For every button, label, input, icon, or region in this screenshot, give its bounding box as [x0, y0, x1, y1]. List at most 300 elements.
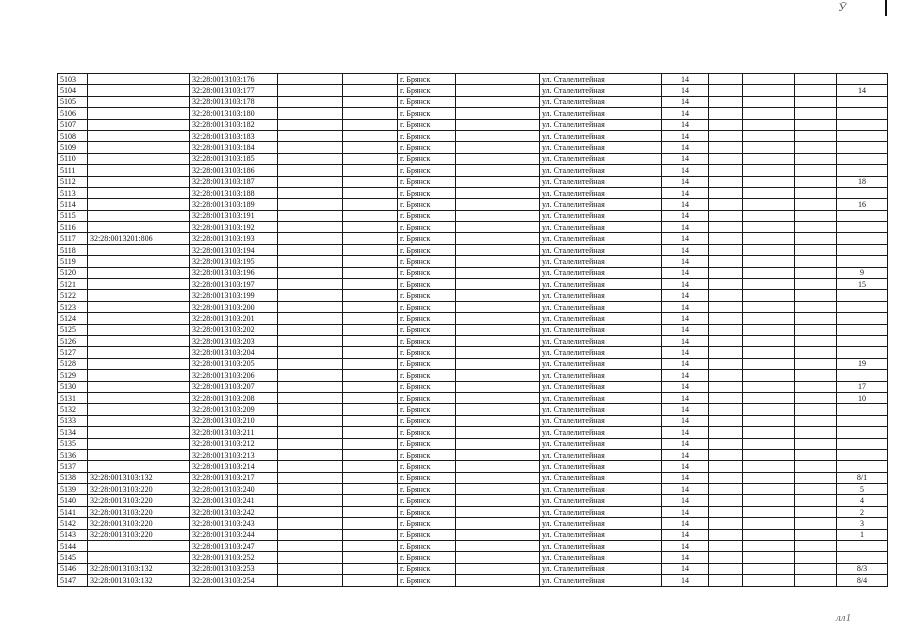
cadastral-number: 32:28:0013103:197	[190, 279, 278, 290]
empty-cell	[456, 358, 540, 369]
empty-cell	[795, 552, 837, 563]
empty-cell	[456, 301, 540, 312]
cadastral-number: 32:28:0013103:209	[190, 404, 278, 415]
flat-number	[837, 222, 888, 233]
row-number: 5120	[58, 267, 88, 278]
flat-number: 1	[837, 529, 888, 540]
empty-cell	[795, 484, 837, 495]
flat-number	[837, 541, 888, 552]
empty-cell	[456, 438, 540, 449]
empty-cell	[743, 449, 795, 460]
row-number: 5103	[58, 74, 88, 85]
cadastral-number: 32:28:0013103:196	[190, 267, 278, 278]
empty-cell	[456, 222, 540, 233]
empty-cell	[456, 244, 540, 255]
empty-cell	[709, 176, 743, 187]
empty-cell	[278, 199, 343, 210]
empty-cell	[343, 563, 398, 574]
empty-cell	[709, 267, 743, 278]
empty-cell	[343, 427, 398, 438]
city-name: г. Брянск	[398, 392, 456, 403]
empty-cell	[709, 108, 743, 119]
city-name: г. Брянск	[398, 438, 456, 449]
row-number: 5107	[58, 119, 88, 130]
city-name: г. Брянск	[398, 74, 456, 85]
city-name: г. Брянск	[398, 233, 456, 244]
empty-cell	[743, 381, 795, 392]
empty-cell	[795, 472, 837, 483]
row-number: 5128	[58, 358, 88, 369]
table-row	[58, 85, 888, 96]
street-name: ул. Сталелитейная	[540, 563, 662, 574]
house-number: 14	[662, 461, 709, 472]
city-name: г. Брянск	[398, 267, 456, 278]
empty-cell	[709, 392, 743, 403]
row-number: 5127	[58, 347, 88, 358]
parent-cadastral-number: 32:28:0013103:220	[88, 484, 190, 495]
street-name: ул. Сталелитейная	[540, 461, 662, 472]
city-name: г. Брянск	[398, 165, 456, 176]
row-number: 5146	[58, 563, 88, 574]
empty-cell	[743, 506, 795, 517]
cadastral-number: 32:28:0013103:180	[190, 108, 278, 119]
empty-cell	[709, 119, 743, 130]
city-name: г. Брянск	[398, 290, 456, 301]
city-name: г. Брянск	[398, 347, 456, 358]
flat-number	[837, 324, 888, 335]
house-number: 14	[662, 541, 709, 552]
empty-cell	[743, 370, 795, 381]
empty-cell	[709, 165, 743, 176]
empty-cell	[795, 415, 837, 426]
house-number: 14	[662, 563, 709, 574]
empty-cell	[278, 165, 343, 176]
empty-cell	[343, 119, 398, 130]
flat-number: 17	[837, 381, 888, 392]
city-name: г. Брянск	[398, 563, 456, 574]
city-name: г. Брянск	[398, 484, 456, 495]
table-row	[58, 176, 888, 187]
flat-number	[837, 74, 888, 85]
city-name: г. Брянск	[398, 427, 456, 438]
house-number: 14	[662, 210, 709, 221]
house-number: 14	[662, 472, 709, 483]
house-number: 14	[662, 575, 709, 586]
empty-cell	[278, 358, 343, 369]
flat-number	[837, 301, 888, 312]
cadastral-number: 32:28:0013103:242	[190, 506, 278, 517]
empty-cell	[343, 438, 398, 449]
table-row	[58, 210, 888, 221]
house-number: 14	[662, 119, 709, 130]
row-number: 5139	[58, 484, 88, 495]
register-body	[58, 74, 888, 587]
empty-cell	[456, 427, 540, 438]
street-name: ул. Сталелитейная	[540, 256, 662, 267]
empty-cell	[343, 472, 398, 483]
cadastral-number: 32:28:0013103:247	[190, 541, 278, 552]
table-row	[58, 301, 888, 312]
house-number: 14	[662, 233, 709, 244]
street-name: ул. Сталелитейная	[540, 438, 662, 449]
parent-cadastral-number	[88, 256, 190, 267]
flat-number	[837, 290, 888, 301]
cadastral-number: 32:28:0013103:191	[190, 210, 278, 221]
street-name: ул. Сталелитейная	[540, 324, 662, 335]
empty-cell	[795, 335, 837, 346]
empty-cell	[795, 222, 837, 233]
row-number: 5143	[58, 529, 88, 540]
house-number: 14	[662, 335, 709, 346]
parent-cadastral-number	[88, 370, 190, 381]
flat-number	[837, 130, 888, 141]
empty-cell	[456, 74, 540, 85]
handwritten-mark-top: Ӯ	[838, 0, 847, 14]
empty-cell	[795, 279, 837, 290]
flat-number	[837, 404, 888, 415]
row-number: 5144	[58, 541, 88, 552]
street-name: ул. Сталелитейная	[540, 392, 662, 403]
empty-cell	[278, 313, 343, 324]
row-number: 5111	[58, 165, 88, 176]
empty-cell	[743, 130, 795, 141]
empty-cell	[343, 210, 398, 221]
empty-cell	[709, 313, 743, 324]
row-number: 5135	[58, 438, 88, 449]
cadastral-number: 32:28:0013103:203	[190, 335, 278, 346]
flat-number	[837, 210, 888, 221]
house-number: 14	[662, 347, 709, 358]
house-number: 14	[662, 187, 709, 198]
empty-cell	[709, 130, 743, 141]
house-number: 14	[662, 552, 709, 563]
house-number: 14	[662, 199, 709, 210]
empty-cell	[343, 335, 398, 346]
city-name: г. Брянск	[398, 130, 456, 141]
empty-cell	[795, 370, 837, 381]
flat-number	[837, 438, 888, 449]
cadastral-number: 32:28:0013103:201	[190, 313, 278, 324]
empty-cell	[795, 74, 837, 85]
empty-cell	[456, 324, 540, 335]
parent-cadastral-number	[88, 324, 190, 335]
empty-cell	[456, 199, 540, 210]
flat-number: 16	[837, 199, 888, 210]
city-name: г. Брянск	[398, 199, 456, 210]
empty-cell	[278, 438, 343, 449]
empty-cell	[343, 85, 398, 96]
house-number: 14	[662, 108, 709, 119]
cadastral-number: 32:28:0013103:211	[190, 427, 278, 438]
empty-cell	[343, 575, 398, 586]
cadastral-number: 32:28:0013103:185	[190, 153, 278, 164]
empty-cell	[709, 427, 743, 438]
house-number: 14	[662, 153, 709, 164]
empty-cell	[343, 74, 398, 85]
empty-cell	[795, 176, 837, 187]
table-row	[58, 290, 888, 301]
table-row	[58, 142, 888, 153]
empty-cell	[795, 96, 837, 107]
house-number: 14	[662, 495, 709, 506]
street-name: ул. Сталелитейная	[540, 290, 662, 301]
empty-cell	[456, 472, 540, 483]
empty-cell	[343, 176, 398, 187]
empty-cell	[343, 301, 398, 312]
cadastral-number: 32:28:0013103:252	[190, 552, 278, 563]
empty-cell	[456, 187, 540, 198]
table-row	[58, 404, 888, 415]
empty-cell	[743, 427, 795, 438]
empty-cell	[278, 518, 343, 529]
house-number: 14	[662, 518, 709, 529]
parent-cadastral-number	[88, 438, 190, 449]
city-name: г. Брянск	[398, 324, 456, 335]
empty-cell	[278, 153, 343, 164]
empty-cell	[343, 187, 398, 198]
empty-cell	[278, 415, 343, 426]
row-number: 5104	[58, 85, 88, 96]
flat-number	[837, 96, 888, 107]
empty-cell	[795, 404, 837, 415]
empty-cell	[709, 518, 743, 529]
row-number: 5110	[58, 153, 88, 164]
flat-number	[837, 552, 888, 563]
empty-cell	[743, 392, 795, 403]
parent-cadastral-number	[88, 96, 190, 107]
empty-cell	[456, 96, 540, 107]
empty-cell	[795, 427, 837, 438]
house-number: 14	[662, 484, 709, 495]
cadastral-number: 32:28:0013103:213	[190, 449, 278, 460]
empty-cell	[278, 563, 343, 574]
row-number: 5130	[58, 381, 88, 392]
table-row	[58, 472, 888, 483]
street-name: ул. Сталелитейная	[540, 541, 662, 552]
flat-number	[837, 313, 888, 324]
empty-cell	[743, 404, 795, 415]
empty-cell	[709, 142, 743, 153]
empty-cell	[456, 233, 540, 244]
empty-cell	[795, 187, 837, 198]
empty-cell	[456, 130, 540, 141]
table-row	[58, 529, 888, 540]
empty-cell	[343, 392, 398, 403]
empty-cell	[456, 541, 540, 552]
row-number: 5133	[58, 415, 88, 426]
cadastral-number: 32:28:0013103:244	[190, 529, 278, 540]
row-number: 5132	[58, 404, 88, 415]
empty-cell	[343, 256, 398, 267]
empty-cell	[456, 85, 540, 96]
empty-cell	[709, 153, 743, 164]
table-row	[58, 541, 888, 552]
row-number: 5118	[58, 244, 88, 255]
city-name: г. Брянск	[398, 244, 456, 255]
flat-number: 15	[837, 279, 888, 290]
empty-cell	[278, 529, 343, 540]
empty-cell	[343, 233, 398, 244]
empty-cell	[709, 210, 743, 221]
house-number: 14	[662, 529, 709, 540]
empty-cell	[795, 575, 837, 586]
street-name: ул. Сталелитейная	[540, 176, 662, 187]
flat-number: 4	[837, 495, 888, 506]
street-name: ул. Сталелитейная	[540, 335, 662, 346]
empty-cell	[795, 438, 837, 449]
street-name: ул. Сталелитейная	[540, 85, 662, 96]
empty-cell	[343, 165, 398, 176]
empty-cell	[278, 256, 343, 267]
property-register-table	[57, 73, 888, 587]
empty-cell	[795, 130, 837, 141]
cadastral-number: 32:28:0013103:217	[190, 472, 278, 483]
empty-cell	[709, 347, 743, 358]
row-number: 5123	[58, 301, 88, 312]
empty-cell	[709, 96, 743, 107]
empty-cell	[278, 392, 343, 403]
flat-number	[837, 119, 888, 130]
city-name: г. Брянск	[398, 472, 456, 483]
house-number: 14	[662, 324, 709, 335]
empty-cell	[743, 301, 795, 312]
empty-cell	[795, 199, 837, 210]
flat-number	[837, 370, 888, 381]
empty-cell	[343, 404, 398, 415]
city-name: г. Брянск	[398, 153, 456, 164]
house-number: 14	[662, 165, 709, 176]
street-name: ул. Сталелитейная	[540, 552, 662, 563]
cadastral-number: 32:28:0013103:214	[190, 461, 278, 472]
house-number: 14	[662, 506, 709, 517]
parent-cadastral-number: 32:28:0013103:220	[88, 495, 190, 506]
empty-cell	[278, 552, 343, 563]
cadastral-number: 32:28:0013103:193	[190, 233, 278, 244]
empty-cell	[709, 370, 743, 381]
parent-cadastral-number	[88, 313, 190, 324]
parent-cadastral-number	[88, 165, 190, 176]
empty-cell	[456, 108, 540, 119]
empty-cell	[795, 541, 837, 552]
empty-cell	[278, 541, 343, 552]
parent-cadastral-number	[88, 404, 190, 415]
empty-cell	[278, 404, 343, 415]
row-number: 5116	[58, 222, 88, 233]
empty-cell	[456, 290, 540, 301]
house-number: 14	[662, 301, 709, 312]
empty-cell	[278, 290, 343, 301]
city-name: г. Брянск	[398, 108, 456, 119]
empty-cell	[343, 484, 398, 495]
empty-cell	[456, 370, 540, 381]
empty-cell	[743, 541, 795, 552]
empty-cell	[343, 347, 398, 358]
cadastral-number: 32:28:0013103:200	[190, 301, 278, 312]
cadastral-number: 32:28:0013103:188	[190, 187, 278, 198]
street-name: ул. Сталелитейная	[540, 427, 662, 438]
row-number: 5138	[58, 472, 88, 483]
city-name: г. Брянск	[398, 575, 456, 586]
parent-cadastral-number: 32:28:0013103:132	[88, 472, 190, 483]
cadastral-number: 32:28:0013103:241	[190, 495, 278, 506]
street-name: ул. Сталелитейная	[540, 119, 662, 130]
empty-cell	[795, 244, 837, 255]
empty-cell	[456, 335, 540, 346]
table-row	[58, 449, 888, 460]
city-name: г. Брянск	[398, 461, 456, 472]
street-name: ул. Сталелитейная	[540, 187, 662, 198]
row-number: 5136	[58, 449, 88, 460]
empty-cell	[743, 347, 795, 358]
empty-cell	[709, 484, 743, 495]
empty-cell	[278, 187, 343, 198]
parent-cadastral-number	[88, 119, 190, 130]
flat-number	[837, 187, 888, 198]
row-number: 5109	[58, 142, 88, 153]
empty-cell	[743, 358, 795, 369]
parent-cadastral-number	[88, 130, 190, 141]
street-name: ул. Сталелитейная	[540, 74, 662, 85]
city-name: г. Брянск	[398, 404, 456, 415]
empty-cell	[795, 495, 837, 506]
cadastral-number: 32:28:0013103:202	[190, 324, 278, 335]
empty-cell	[278, 119, 343, 130]
empty-cell	[743, 165, 795, 176]
empty-cell	[278, 222, 343, 233]
empty-cell	[456, 381, 540, 392]
empty-cell	[456, 119, 540, 130]
empty-cell	[343, 130, 398, 141]
empty-cell	[456, 279, 540, 290]
row-number: 5112	[58, 176, 88, 187]
empty-cell	[456, 529, 540, 540]
house-number: 14	[662, 176, 709, 187]
flat-number: 8/1	[837, 472, 888, 483]
table-row	[58, 96, 888, 107]
empty-cell	[709, 541, 743, 552]
row-number: 5141	[58, 506, 88, 517]
city-name: г. Брянск	[398, 187, 456, 198]
city-name: г. Брянск	[398, 529, 456, 540]
flat-number: 18	[837, 176, 888, 187]
flat-number	[837, 449, 888, 460]
empty-cell	[709, 552, 743, 563]
empty-cell	[743, 176, 795, 187]
parent-cadastral-number	[88, 392, 190, 403]
house-number: 14	[662, 130, 709, 141]
empty-cell	[343, 324, 398, 335]
parent-cadastral-number	[88, 347, 190, 358]
table-row	[58, 335, 888, 346]
street-name: ул. Сталелитейная	[540, 370, 662, 381]
empty-cell	[343, 244, 398, 255]
row-number: 5117	[58, 233, 88, 244]
empty-cell	[795, 461, 837, 472]
parent-cadastral-number	[88, 153, 190, 164]
empty-cell	[743, 244, 795, 255]
empty-cell	[343, 461, 398, 472]
empty-cell	[709, 85, 743, 96]
parent-cadastral-number	[88, 358, 190, 369]
empty-cell	[743, 96, 795, 107]
empty-cell	[709, 187, 743, 198]
empty-cell	[278, 449, 343, 460]
city-name: г. Брянск	[398, 142, 456, 153]
empty-cell	[795, 381, 837, 392]
cadastral-number: 32:28:0013103:199	[190, 290, 278, 301]
cadastral-number: 32:28:0013103:183	[190, 130, 278, 141]
table-row	[58, 438, 888, 449]
